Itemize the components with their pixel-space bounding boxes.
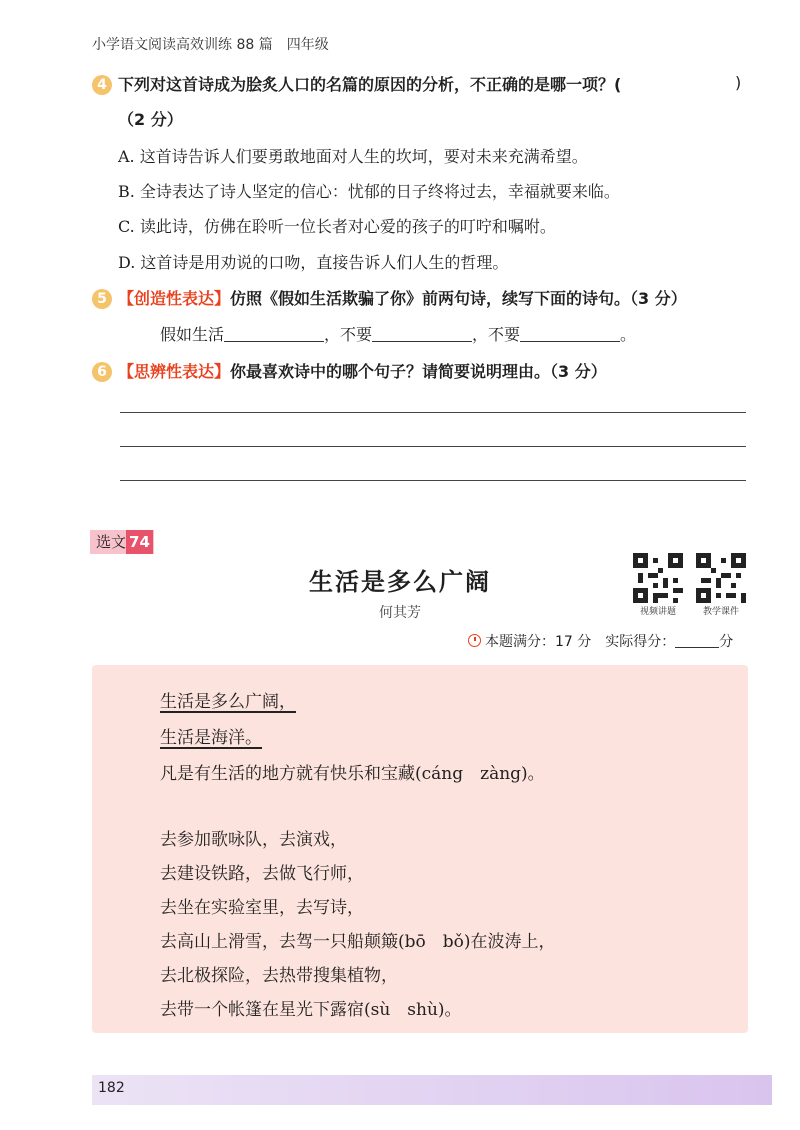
question-4: [92, 73, 621, 97]
poem-line: 去参加歌咏队，去演戏，: [160, 830, 347, 850]
passage-author: 何其芳: [379, 605, 421, 621]
clock-icon: [468, 634, 481, 647]
passage-badge: [90, 530, 154, 554]
qr-caption: 视频讲题: [639, 607, 676, 617]
option-b: B. 全诗表达了诗人坚定的信心：忧郁的日子终将过去，幸福就要来临。: [118, 182, 620, 201]
fill-blank[interactable]: [224, 341, 324, 342]
passage-badge-number: 74: [126, 530, 153, 554]
answer-line[interactable]: [120, 412, 746, 413]
score-blank[interactable]: [675, 647, 719, 648]
question-number: 5: [92, 289, 112, 309]
page-number: 182: [98, 1080, 125, 1096]
poem-line: 去建设铁路，去做飞行师，: [160, 864, 364, 884]
fill-text: ，不要: [324, 325, 373, 344]
poem-line: 去北极探险，去热带搜集植物，: [160, 966, 398, 986]
question-number: 6: [92, 362, 112, 382]
question-number: 4: [92, 75, 112, 95]
question-stem: 下列对这首诗成为脍炙人口的名篇的原因的分析，不正确的是哪一项？(: [118, 75, 622, 94]
question-points: （2 分）: [118, 110, 183, 129]
option-a: A. 这首诗告诉人们要勇敢地面对人生的坎坷，要对未来充满希望。: [118, 147, 588, 166]
score-label: 本题满分：17 分 实际得分：: [485, 634, 676, 650]
poem-line: 去坐在实验室里，去写诗，: [160, 898, 364, 918]
score-line: [468, 631, 733, 651]
footer-band: [92, 1075, 772, 1105]
poem-line: 凡是有生活的地方就有快乐和宝藏(cáng zàng)。: [160, 764, 545, 784]
option-d: D. 这首诗是用劝说的口吻，直接告诉人们人生的哲理。: [118, 253, 509, 272]
poem-line: 去带一个帐篷在星光下露宿(sù shù)。: [160, 1000, 462, 1020]
question-tag: 【创造性表达】: [118, 289, 231, 308]
answer-line[interactable]: [120, 480, 746, 481]
poem-line: 生活是海洋。: [160, 728, 262, 748]
poem-line: 生活是多么广阔，: [160, 692, 296, 712]
fill-text: 。: [620, 325, 637, 344]
qr-code-icon[interactable]: [696, 553, 746, 603]
question-5: [92, 287, 687, 311]
question-stem: 你最喜欢诗中的哪个句子？请简要说明理由。（3 分）: [230, 362, 607, 381]
running-head: 小学语文阅读高效训练 88 篇 四年级: [92, 37, 329, 53]
qr-caption: 教学课件: [702, 607, 739, 617]
fill-blank[interactable]: [372, 341, 472, 342]
fill-text: 假如生活: [160, 325, 225, 344]
answer-line[interactable]: [120, 446, 746, 447]
fill-blank[interactable]: [520, 341, 620, 342]
passage-badge-label: 选文: [96, 533, 127, 551]
fill-in-line: [160, 322, 636, 345]
score-unit: 分: [719, 634, 734, 650]
poem-line: 去高山上滑雪，去驾一只船颠簸(bō bǒ)在波涛上，: [160, 932, 556, 952]
passage-title: 生活是多么广阔: [309, 568, 491, 596]
question-stem: 仿照《假如生活欺骗了你》前两句诗，续写下面的诗句。（3 分）: [230, 289, 687, 308]
qr-code-icon[interactable]: [633, 553, 683, 603]
fill-text: ，不要: [472, 325, 521, 344]
question-6: [92, 360, 607, 384]
answer-paren-close: ): [735, 73, 742, 92]
option-c: C. 读此诗，仿佛在聆听一位长者对心爱的孩子的叮咛和嘱咐。: [118, 217, 556, 236]
question-tag: 【思辨性表达】: [118, 362, 231, 381]
